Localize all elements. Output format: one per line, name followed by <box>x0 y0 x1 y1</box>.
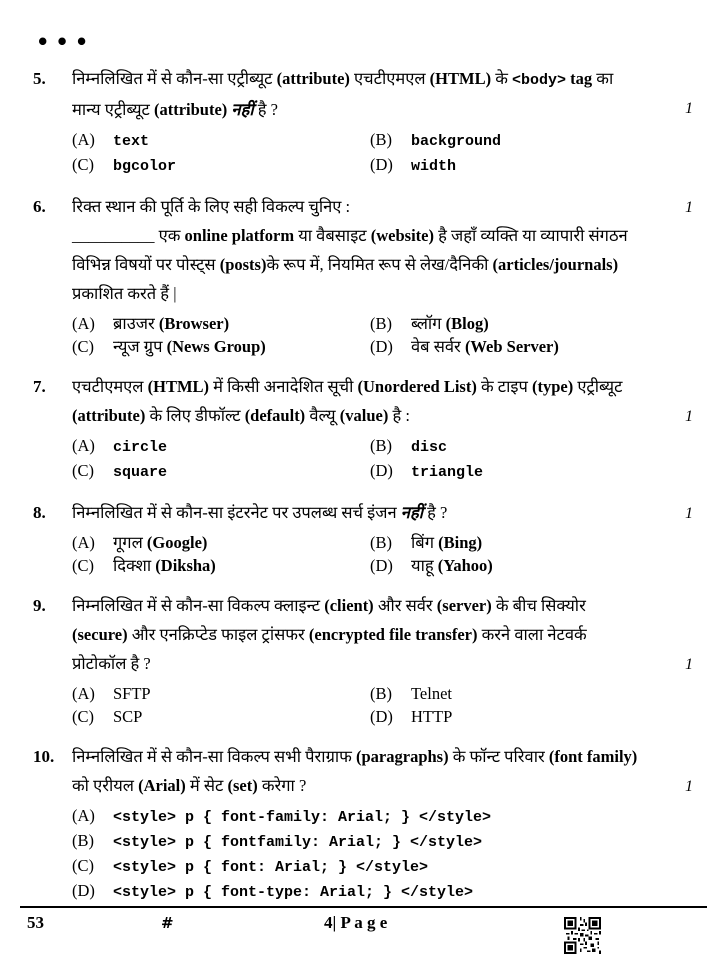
option-text <box>113 806 491 829</box>
question-marks: 1 <box>685 199 693 216</box>
question-block <box>33 591 707 728</box>
text-segment: (attribute) <box>72 406 146 425</box>
text-segment: (paragraphs) <box>356 747 449 766</box>
question-marks: 1 <box>685 656 693 673</box>
option-text <box>113 312 229 335</box>
text-segment: (server) <box>436 596 492 615</box>
text-segment: निम्नलिखित में से कौन-सा एट्रीब्यूट <box>72 69 277 88</box>
option-text <box>411 554 493 577</box>
option-row <box>72 804 660 829</box>
text-segment: (font family) <box>548 747 638 766</box>
options-group <box>72 531 660 577</box>
option-row <box>72 153 370 178</box>
text-segment: (Arial) <box>138 776 186 795</box>
questions-list <box>33 64 707 918</box>
option-label: (B) <box>72 831 94 850</box>
question-block <box>33 64 707 178</box>
text-segment: bgcolor <box>113 158 177 175</box>
option-label: (A) <box>72 436 95 455</box>
text-segment: (Browser) <box>158 314 230 333</box>
option-row <box>72 531 370 554</box>
text-segment: बिंग <box>411 533 439 552</box>
text-segment: के टाइप <box>476 377 532 396</box>
text-segment: नहीं <box>231 100 254 119</box>
option-label: (C) <box>72 337 94 356</box>
text-segment: है : <box>388 406 410 425</box>
text-segment: (Unordered List) <box>357 377 477 396</box>
option-text <box>113 705 142 728</box>
option-text <box>113 554 216 577</box>
question-body <box>72 64 660 178</box>
option-label: (D) <box>72 881 95 900</box>
ellipsis-marker: ••• <box>36 30 95 54</box>
option-label: (A) <box>72 130 95 149</box>
question-marks: 1 <box>685 505 693 522</box>
question-line <box>72 591 660 620</box>
text-segment: triangle <box>411 464 484 481</box>
text-segment: (website) <box>370 226 434 245</box>
text-segment: HTTP <box>411 707 453 726</box>
option-row <box>72 682 370 705</box>
text-segment: ब्राउजर <box>113 314 159 333</box>
options-group <box>72 434 660 484</box>
text-segment: (HTML) <box>147 377 210 396</box>
option-row <box>72 335 370 358</box>
text-segment: disc <box>411 439 448 456</box>
text-segment: (Bing) <box>438 533 483 552</box>
option-label: (C) <box>72 461 94 480</box>
option-label: (C) <box>72 155 94 174</box>
question-line <box>72 620 660 649</box>
text-segment: गूगल <box>113 533 147 552</box>
text-segment: (encrypted file transfer) <box>308 625 478 644</box>
option-row <box>72 705 370 728</box>
text-segment: के रूप में, नियमित रूप से लेख/दैनिकी <box>266 255 493 274</box>
question-body <box>72 192 660 358</box>
text-segment: (HTML) <box>429 69 492 88</box>
footer-code-number: 53 <box>27 913 44 932</box>
text-segment: निम्नलिखित में से कौन-सा विकल्प क्लाइन्ट <box>72 596 325 615</box>
text-segment: Telnet <box>411 684 452 703</box>
text-segment: (Google) <box>146 533 208 552</box>
question-body <box>72 591 660 728</box>
option-row <box>370 531 660 554</box>
text-segment: या वैबसाइट <box>294 226 371 245</box>
option-text <box>113 155 176 178</box>
option-label: (D) <box>370 155 393 174</box>
question-line <box>72 649 660 678</box>
text-segment: नहीं <box>400 503 423 522</box>
question-line <box>72 279 660 308</box>
question-number: 7. <box>33 377 46 396</box>
question-marks: 1 <box>685 100 693 117</box>
text-segment: है ? <box>253 100 278 119</box>
text-segment: प्रोटोकॉल है ? <box>72 654 151 673</box>
option-text <box>113 436 167 459</box>
text-segment: एट्रीब्यूट <box>573 377 623 396</box>
text-segment: के लिए डीफॉल्ट <box>145 406 245 425</box>
question-number: 9. <box>33 596 46 615</box>
text-segment: <style> p { font-family: Arial; } </style> <box>113 809 492 826</box>
text-segment: को एरीयल <box>72 776 139 795</box>
option-text <box>411 335 559 358</box>
option-label: (B) <box>370 436 392 455</box>
footer-hash-symbol: # <box>161 914 174 932</box>
option-row <box>72 554 370 577</box>
option-row <box>370 335 660 358</box>
option-row <box>370 459 660 484</box>
text-segment: (value) <box>339 406 389 425</box>
question-line <box>72 372 660 401</box>
question-line <box>72 192 660 221</box>
text-segment: है जहाँ व्यक्ति या व्यापारी संगठन <box>434 226 628 245</box>
option-label: (A) <box>72 684 95 703</box>
question-block <box>33 192 707 358</box>
question-number: 10. <box>33 747 55 766</box>
qr-code-icon <box>564 917 601 954</box>
text-segment: (articles/journals) <box>492 255 619 274</box>
option-label: (A) <box>72 533 95 552</box>
option-row <box>72 128 370 153</box>
option-row <box>370 312 660 335</box>
text-segment: न्यूज ग्रुप <box>113 337 167 356</box>
question-line <box>72 742 660 771</box>
text-segment: text <box>113 133 150 150</box>
text-segment: (Diksha) <box>155 556 216 575</box>
option-label: (C) <box>72 556 94 575</box>
option-text <box>113 831 482 854</box>
options-group <box>72 682 660 728</box>
question-line <box>72 771 660 800</box>
option-label: (D) <box>370 707 393 726</box>
question-number: 5. <box>33 69 46 88</box>
text-segment: वेब सर्वर <box>411 337 465 356</box>
option-row <box>370 128 660 153</box>
option-text <box>113 461 167 484</box>
text-segment: मान्य एट्रीब्यूट <box>72 100 154 119</box>
text-segment: SCP <box>113 707 143 726</box>
text-segment: रिक्त स्थान की पूर्ति के लिए सही विकल्प चुनिए : <box>72 197 351 216</box>
footer-divider <box>20 906 707 908</box>
option-row <box>370 554 660 577</box>
question-number: 8. <box>33 503 46 522</box>
option-row <box>72 879 660 904</box>
option-label: (B) <box>370 314 392 333</box>
text-segment: (Web Server) <box>464 337 559 356</box>
text-segment: <body> <box>512 72 567 89</box>
option-text <box>113 335 266 358</box>
text-segment: (attribute) <box>153 100 228 119</box>
text-segment: tag <box>566 69 593 88</box>
text-segment: width <box>411 158 457 175</box>
text-segment: है ? <box>422 503 448 522</box>
option-label: (C) <box>72 707 94 726</box>
text-segment: के फॉन्ट परिवार <box>448 747 549 766</box>
text-segment: (attribute) <box>276 69 350 88</box>
option-row <box>72 854 660 879</box>
text-segment: निम्नलिखित में से कौन-सा विकल्प सभी पैराग्राफ <box>72 747 356 766</box>
question-block <box>33 742 707 904</box>
option-label: (B) <box>370 684 392 703</box>
option-row <box>370 153 660 178</box>
question-body <box>72 498 660 577</box>
question-block <box>33 498 707 577</box>
option-text <box>113 531 207 554</box>
text-segment: (client) <box>324 596 374 615</box>
text-segment: (default) <box>244 406 306 425</box>
option-row <box>72 829 660 854</box>
option-text <box>411 682 452 705</box>
question-marks: 1 <box>685 408 693 425</box>
option-row <box>370 705 660 728</box>
options-group <box>72 312 660 358</box>
option-row <box>370 434 660 459</box>
text-segment: एचटीएमएल <box>72 377 148 396</box>
text-segment: विभिन्न विषयों पर पोस्ट्स <box>72 255 220 274</box>
option-text <box>113 682 151 705</box>
text-segment: करेगा ? <box>257 776 307 795</box>
text-segment: __________ एक <box>72 226 185 245</box>
text-segment: (type) <box>531 377 574 396</box>
question-line <box>72 498 660 527</box>
text-segment: background <box>411 133 502 150</box>
option-text <box>411 531 482 554</box>
question-marks: 1 <box>685 778 693 795</box>
option-row <box>72 459 370 484</box>
footer-page-label: 4| P a g e <box>324 913 388 932</box>
text-segment: (News Group) <box>166 337 266 356</box>
question-line <box>72 64 660 95</box>
question-line <box>72 221 660 250</box>
question-block <box>33 372 707 484</box>
question-body <box>72 742 660 904</box>
option-label: (B) <box>370 130 392 149</box>
text-segment: प्रकाशित करते हैं | <box>72 284 177 303</box>
option-label: (D) <box>370 461 393 480</box>
option-row <box>370 682 660 705</box>
text-segment: करने वाला नेटवर्क <box>477 625 587 644</box>
text-segment: का <box>592 69 614 88</box>
question-line <box>72 250 660 279</box>
option-label: (A) <box>72 806 95 825</box>
text-segment: <style> p { fontfamily: Arial; } </style> <box>113 834 483 851</box>
option-text <box>113 130 149 153</box>
text-segment: (posts) <box>219 255 267 274</box>
option-text <box>411 436 447 459</box>
text-segment: square <box>113 464 168 481</box>
text-segment: online platform <box>184 226 295 245</box>
option-label: (C) <box>72 856 94 875</box>
text-segment: circle <box>113 439 168 456</box>
question-body <box>72 372 660 484</box>
text-segment: वैल्यू <box>305 406 340 425</box>
option-text <box>411 461 483 484</box>
option-text <box>113 856 428 879</box>
option-text <box>113 881 473 904</box>
text-segment: <style> p { font-type: Arial; } </style> <box>113 884 474 901</box>
option-row <box>72 312 370 335</box>
question-line <box>72 95 660 124</box>
text-segment: और एनक्रिप्टेड फाइल ट्रांसफर <box>127 625 309 644</box>
text-segment: SFTP <box>113 684 151 703</box>
options-group <box>72 128 660 178</box>
option-text <box>411 705 452 728</box>
options-group <box>72 804 660 904</box>
text-segment: याहू <box>411 556 438 575</box>
text-segment: के बीच सिक्योर <box>491 596 586 615</box>
option-label: (B) <box>370 533 392 552</box>
text-segment: निम्नलिखित में से कौन-सा इंटरनेट पर उपलब्ध सर्च इंजन <box>72 503 401 522</box>
text-segment: <style> p { font: Arial; } </style> <box>113 859 429 876</box>
text-segment: (Yahoo) <box>437 556 493 575</box>
text-segment: में किसी अनादेशित सूची <box>209 377 358 396</box>
option-label: (A) <box>72 314 95 333</box>
text-segment: ब्लॉग <box>411 314 446 333</box>
option-row <box>72 434 370 459</box>
text-segment: (Blog) <box>445 314 489 333</box>
text-segment: के <box>491 69 513 88</box>
question-line <box>72 401 660 430</box>
text-segment: (set) <box>227 776 258 795</box>
question-number: 6. <box>33 197 46 216</box>
text-segment: दिक्शा <box>113 556 156 575</box>
text-segment: और सर्वर <box>373 596 437 615</box>
option-text <box>411 155 456 178</box>
option-label: (D) <box>370 337 393 356</box>
text-segment: एचटीएमएल <box>349 69 430 88</box>
text-segment: में सेट <box>185 776 228 795</box>
option-label: (D) <box>370 556 393 575</box>
option-text <box>411 130 501 153</box>
option-text <box>411 312 489 335</box>
text-segment: (secure) <box>72 625 128 644</box>
